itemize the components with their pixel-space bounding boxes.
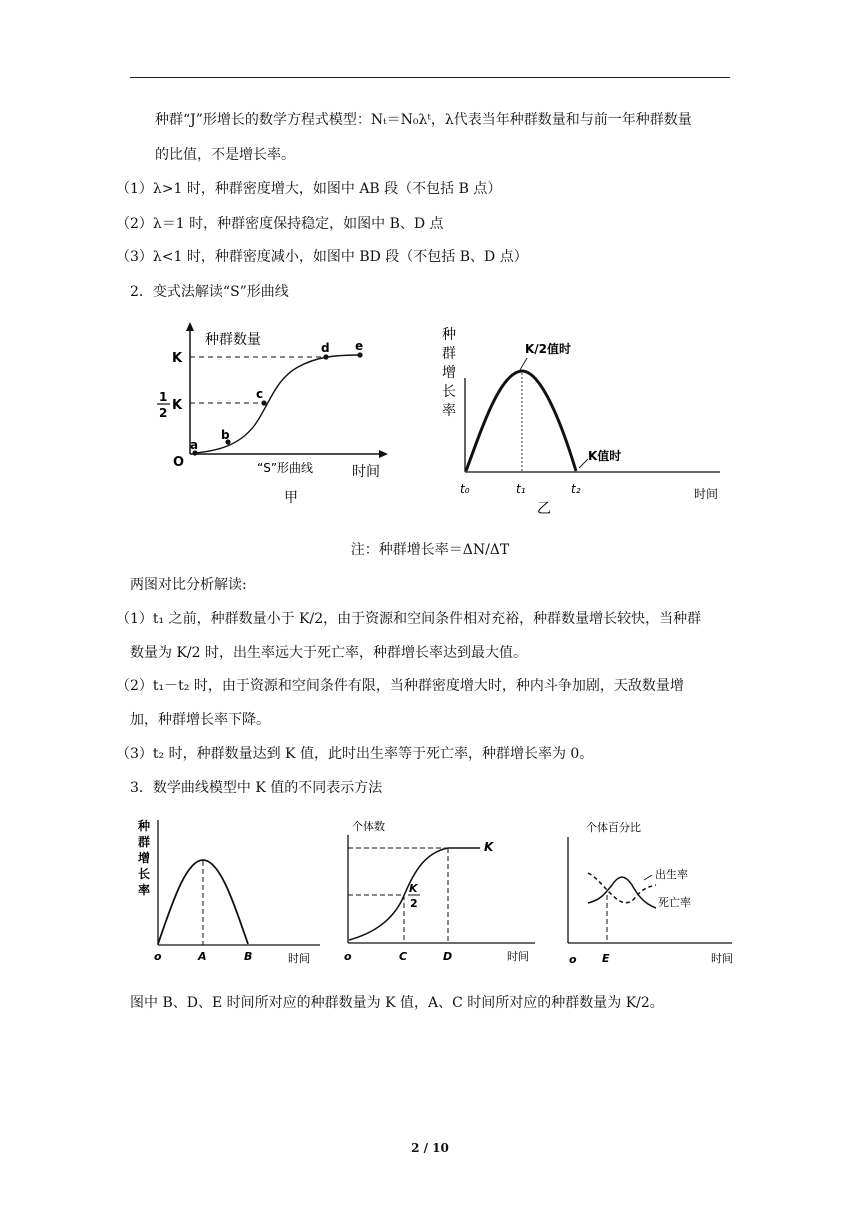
text-line: 加，种群增长率下降。 xyxy=(130,712,270,728)
birth-rate-label: 出生率 xyxy=(655,868,688,881)
half-numerator: 1 xyxy=(159,390,168,404)
k-label: K xyxy=(172,351,183,366)
x-axis-label: 时间 xyxy=(507,950,529,963)
figure-jia-s-curve xyxy=(150,318,400,508)
b-label: B xyxy=(244,950,253,963)
origin-label: o xyxy=(154,950,162,963)
y-axis-label-char: 长 xyxy=(442,384,456,400)
text-line: （2）t₁－t₂ 时，由于资源和空间条件有限，当种群密度增大时，种内斗争加剧，天敌数量增 xyxy=(116,678,684,694)
x-axis-label: 时间 xyxy=(711,952,733,965)
point-a-label: a xyxy=(190,438,199,452)
y-axis-label-char: 群 xyxy=(442,346,456,362)
text-line: 图中 B、D、E 时间所对应的种群数量为 K 值，A、C 时间所对应的种群数量为 K/2。 xyxy=(130,995,664,1011)
point-e-label: e xyxy=(355,339,364,353)
section-heading: 3．数学曲线模型中 K 值的不同表示方法 xyxy=(130,780,383,796)
text-line: （2）λ＝1 时，种群密度保持稳定，如图中 B、D 点 xyxy=(116,216,444,232)
point-b-label: b xyxy=(221,428,230,442)
page-number: 2 / 10 xyxy=(411,1141,449,1155)
a-label: A xyxy=(198,950,207,963)
section-heading: 2．变式法解读“S”形曲线 xyxy=(130,284,289,300)
curve-caption: “S”形曲线 xyxy=(257,461,314,475)
death-rate-label: 死亡率 xyxy=(658,896,691,909)
c-label: C xyxy=(399,950,408,963)
point-c-label: c xyxy=(256,387,264,401)
point-d-label: d xyxy=(321,341,330,355)
figure-yi-growth-rate xyxy=(430,318,730,518)
k2-numerator: K xyxy=(409,882,418,895)
panel-label: 乙 xyxy=(537,501,551,517)
x-axis-label: 时间 xyxy=(694,487,719,501)
k2-denominator: 2 xyxy=(410,897,418,910)
y-axis-label: 个体数 xyxy=(352,820,385,833)
x-axis-label: 时间 xyxy=(288,952,310,965)
note-line: 注：种群增长率＝ΔN/ΔT xyxy=(350,542,510,558)
text-line: 种群“J”形增长的数学方程式模型：Nₜ＝N₀λᵗ，λ代表当年种群数量和与前一年种群数量 xyxy=(155,112,692,128)
y-axis-label-char: 率 xyxy=(442,403,456,419)
x-axis-label: 时间 xyxy=(352,464,380,480)
text-line: （3）t₂ 时，种群数量达到 K 值，此时出生率等于死亡率，种群增长率为 0。 xyxy=(116,746,594,762)
t1-label: t₁ xyxy=(516,482,526,496)
figure-population-cd xyxy=(340,815,540,965)
d-label: D xyxy=(443,950,453,963)
y-axis-label-char: 长 xyxy=(138,867,151,881)
text-line: （3）λ<1 时，种群密度减小，如图中 BD 段（不包括 B、D 点） xyxy=(116,249,528,265)
panel-label: 甲 xyxy=(284,490,298,506)
header-rule xyxy=(130,77,730,78)
e-label: E xyxy=(602,952,610,965)
k-label: K xyxy=(484,840,494,854)
half-denominator: 2 xyxy=(159,406,168,420)
t2-label: t₂ xyxy=(571,482,581,496)
t0-label: t₀ xyxy=(460,482,470,496)
origin-label: O xyxy=(173,455,185,470)
y-axis-label-char: 率 xyxy=(138,883,151,897)
y-axis-label: 种群数量 xyxy=(205,332,261,348)
y-axis-label: 个体百分比 xyxy=(586,821,641,834)
origin-label: o xyxy=(344,950,352,963)
y-axis-label-char: 种 xyxy=(138,819,151,833)
figure-growth-rate-ab xyxy=(130,815,330,965)
figure-birth-death-e xyxy=(560,815,740,965)
y-axis-label-char: 种 xyxy=(442,327,456,343)
y-axis-label-char: 增 xyxy=(442,365,456,381)
k-annotation: K值时 xyxy=(588,449,622,463)
text-line: （1）t₁ 之前，种群数量小于 K/2，由于资源和空间条件相对充裕，种群数量增长较快，当种群 xyxy=(116,611,702,627)
y-axis-label-char: 群 xyxy=(138,835,151,849)
peak-annotation: K/2值时 xyxy=(525,342,572,356)
text-line: 数量为 K/2 时，出生率远大于死亡率，种群增长率达到最大值。 xyxy=(130,645,527,661)
half-k-label: K xyxy=(172,398,183,413)
y-axis-label-char: 增 xyxy=(138,851,151,865)
text-line: （1）λ>1 时，种群密度增大，如图中 AB 段（不包括 B 点） xyxy=(116,181,502,197)
text-line: 两图对比分析解读: xyxy=(130,577,247,593)
text-line: 的比值，不是增长率。 xyxy=(155,147,295,163)
origin-label: o xyxy=(569,953,577,966)
